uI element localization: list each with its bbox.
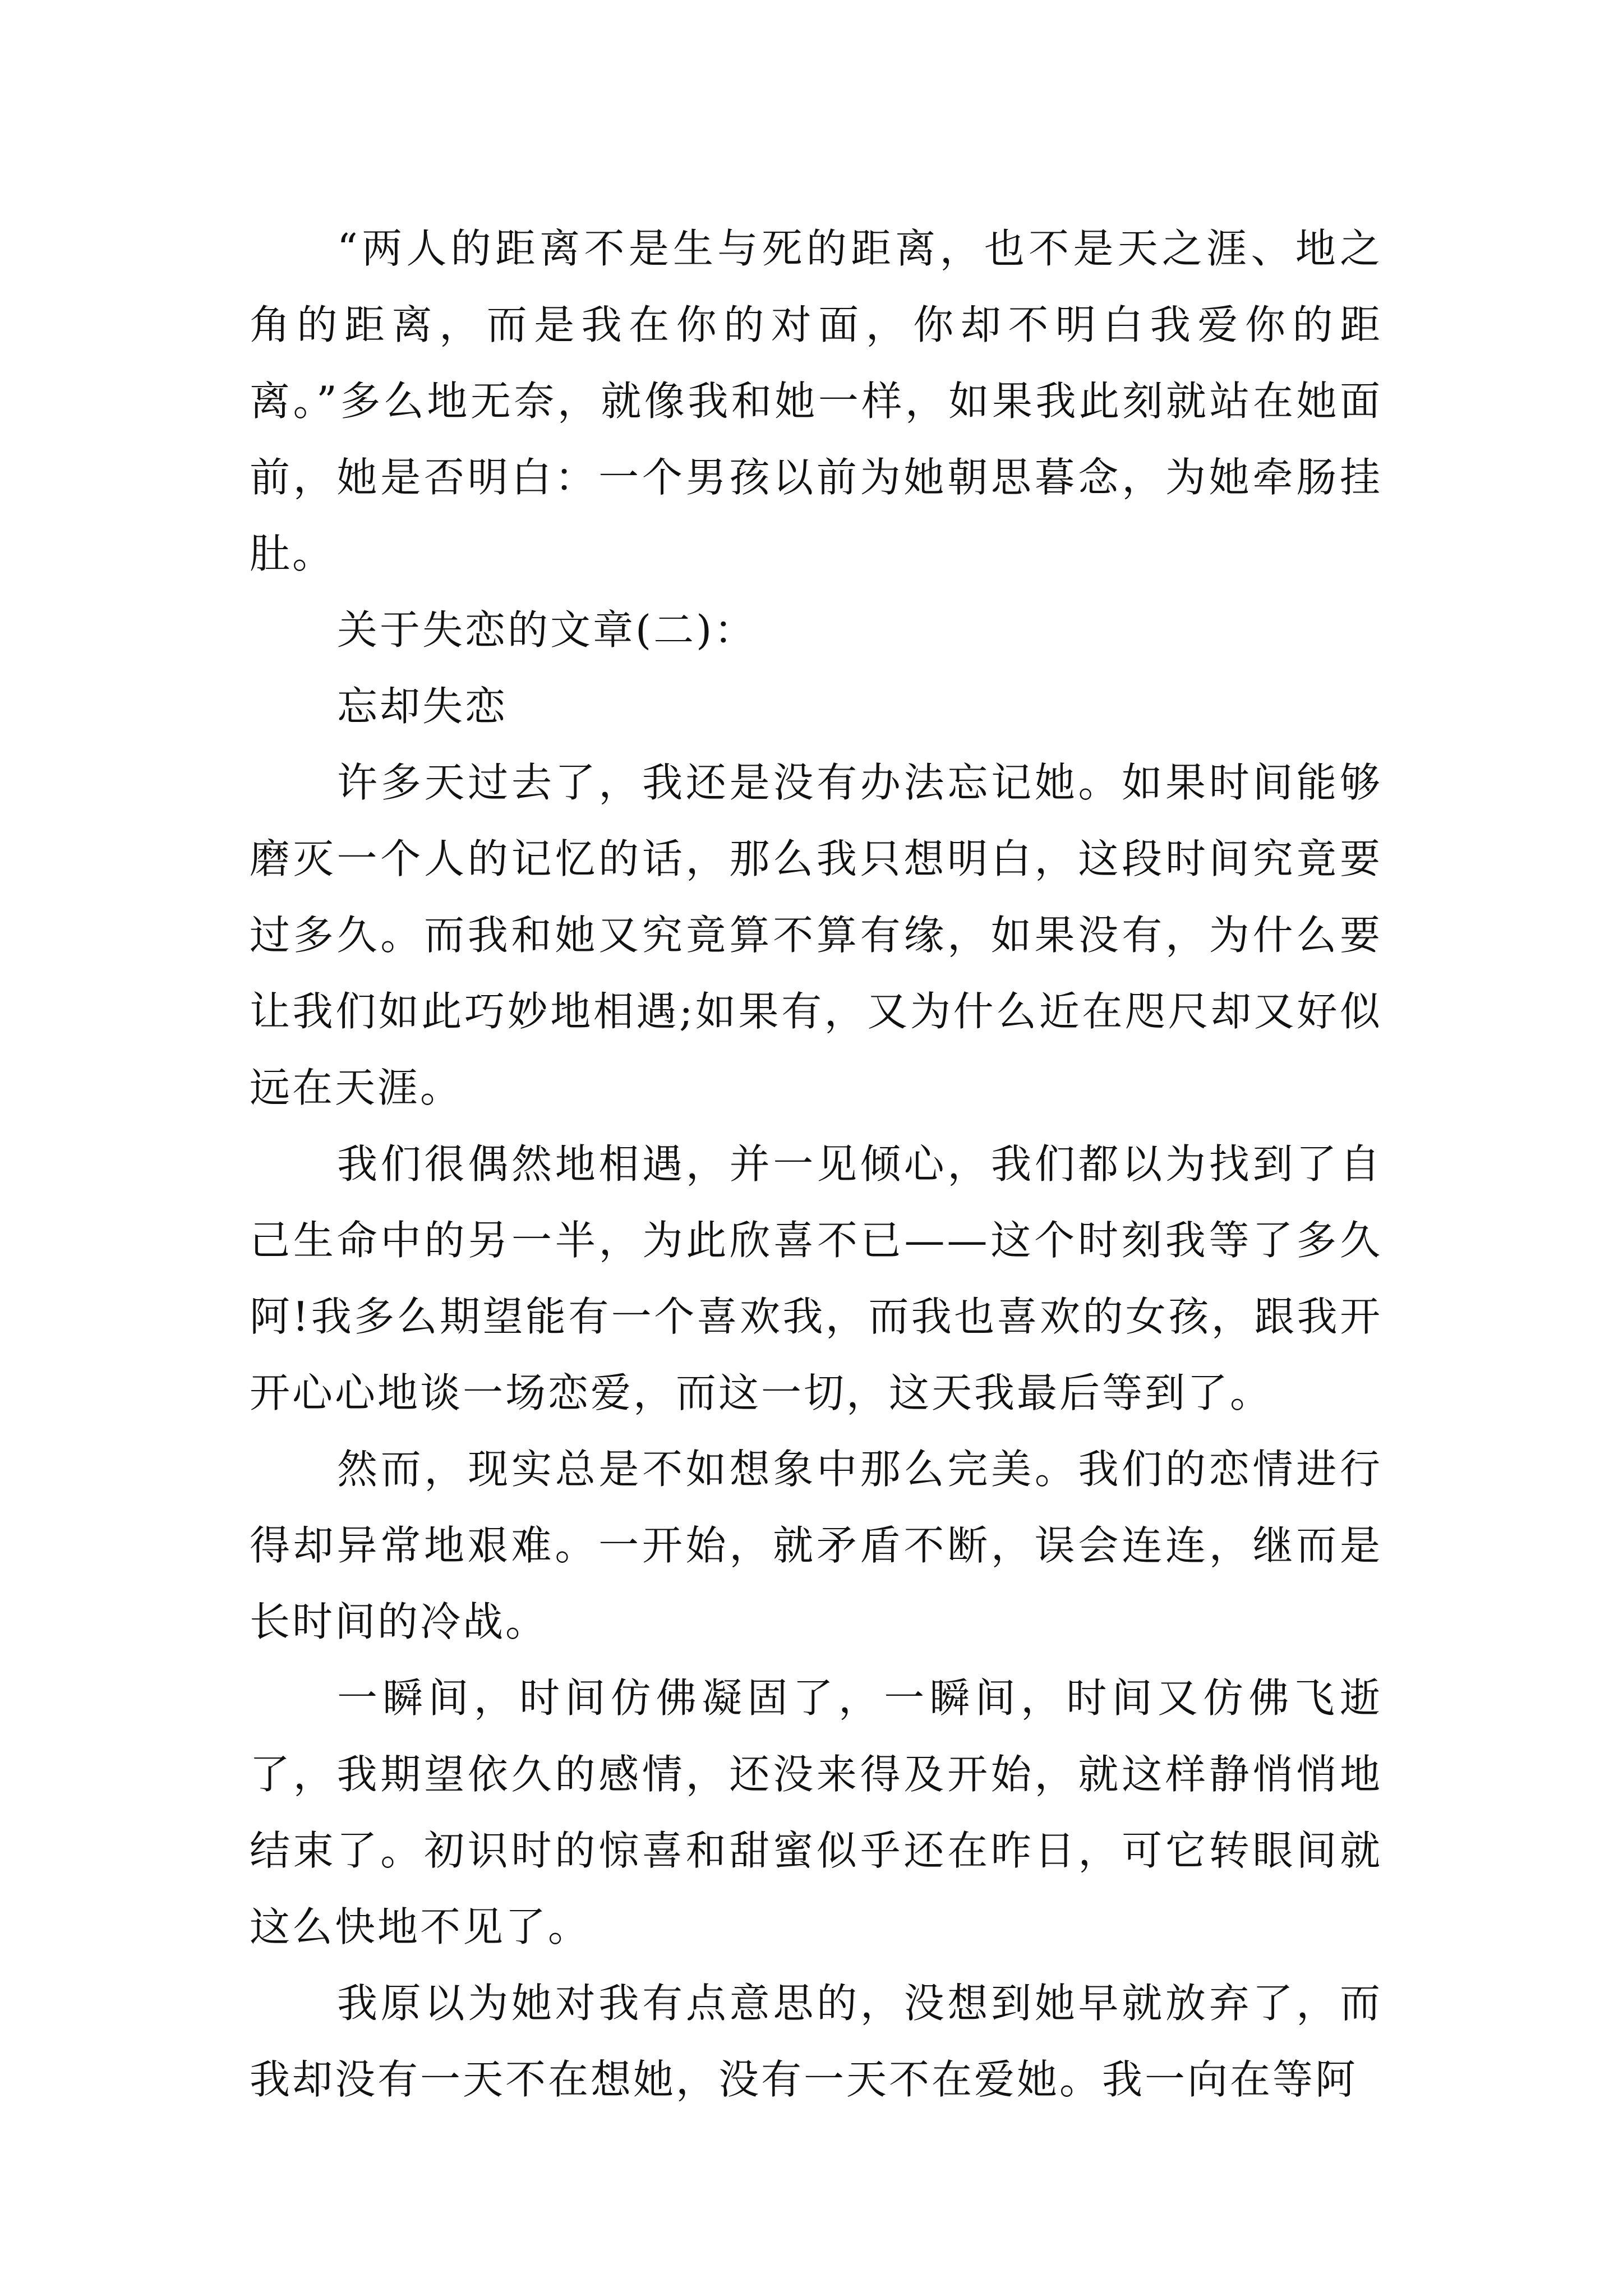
paragraph-5: 我原以为她对我有点意思的，没想到她早就放弃了，而我却没有一天不在想她，没有一天不在爱她。我一向在等阿 <box>250 1980 1382 2103</box>
article-subtitle: 关于失恋的文章(二)： <box>337 606 757 654</box>
paragraph-4: 一瞬间，时间仿佛凝固了，一瞬间，时间又仿佛飞逝了，我期望依久的感情，还没来得及开始，就这样静悄悄地结束了。初识时的惊喜和甜蜜似乎还在昨日，可它转眼间就这么快地不见了。 <box>250 1674 1382 1950</box>
document-body <box>250 210 1382 2118</box>
paragraph-1: 许多天过去了，我还是没有办法忘记她。如果时间能够磨灭一个人的记忆的话，那么我只想明白，这段时间究竟要过多久。而我和她又究竟算不算有缘，如果没有，为什么要让我们如此巧妙地相遇;如果有，又为什么近在咫尺却又好似远在天涯。 <box>250 759 1382 1111</box>
paragraph-2: 我们很偶然地相遇，并一见倾心，我们都以为找到了自己生命中的另一半，为此欣喜不已——这个时刻我等了多久阿!我多么期望能有一个喜欢我，而我也喜欢的女孩，跟我开开心心地谈一场恋爱，而这一切，这天我最后等到了。 <box>250 1140 1382 1416</box>
paragraph-quote: “两人的距离不是生与死的距离，也不是天之涯、地之角的距离，而是我在你的对面，你却不明白我爱你的距离。”多么地无奈，就像我和她一样，如果我此刻就站在她面前，她是否明白：一个男孩以前为她朝思暮念，为她牵肠挂肚。 <box>250 225 1382 577</box>
article-title: 忘却失恋 <box>337 683 508 730</box>
paragraph-3: 然而，现实总是不如想象中那么完美。我们的恋情进行得却异常地艰难。一开始，就矛盾不断，误会连连，继而是长时间的冷战。 <box>250 1446 1382 1645</box>
